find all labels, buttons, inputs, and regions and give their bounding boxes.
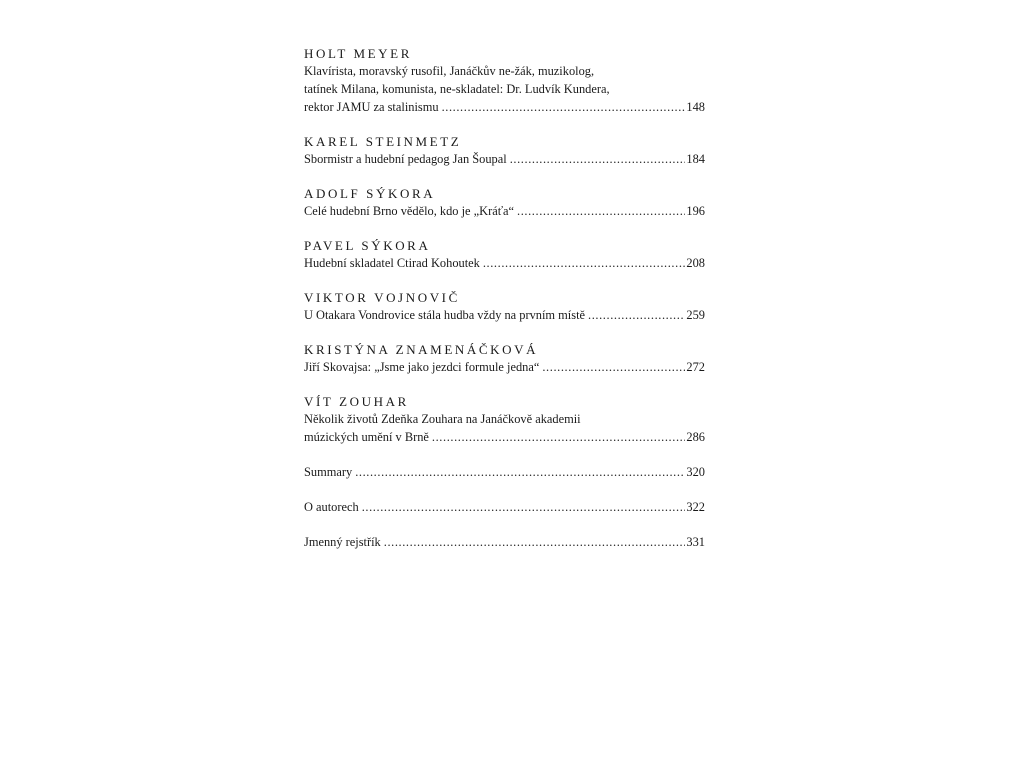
author-name: KAREL STEINMETZ bbox=[304, 134, 462, 149]
dot-leader bbox=[432, 428, 686, 446]
toc-index-entry[interactable] bbox=[304, 533, 705, 551]
toc-entry bbox=[304, 393, 705, 446]
chapter-title: múzických umění v Brně bbox=[304, 430, 429, 444]
page-number: 320 bbox=[686, 465, 705, 479]
author-name: VIKTOR VOJNOVIČ bbox=[304, 290, 460, 305]
dot-leader bbox=[355, 463, 685, 481]
chapter-title-leader[interactable] bbox=[304, 202, 705, 220]
toc-entry bbox=[304, 237, 705, 272]
toc-entry bbox=[304, 185, 705, 220]
toc-entry bbox=[304, 341, 705, 376]
author-name: ADOLF SÝKORA bbox=[304, 186, 436, 201]
page-number: 259 bbox=[686, 308, 705, 322]
page-number: 196 bbox=[686, 204, 705, 218]
page-number: 322 bbox=[686, 500, 705, 514]
toc-summary-entry[interactable] bbox=[304, 463, 705, 481]
toc-entry bbox=[304, 289, 705, 324]
dot-leader bbox=[483, 254, 686, 272]
toc-entry bbox=[304, 133, 705, 168]
chapter-title-leader[interactable] bbox=[304, 428, 705, 446]
page-number: 272 bbox=[686, 360, 705, 374]
dot-leader bbox=[517, 202, 685, 220]
chapter-title-leader[interactable] bbox=[304, 150, 705, 168]
toc-entry bbox=[304, 45, 705, 116]
page-number: 184 bbox=[686, 152, 705, 166]
page-number: 286 bbox=[686, 430, 705, 444]
page-number: 208 bbox=[686, 256, 705, 270]
chapter-title-leader[interactable] bbox=[304, 254, 705, 272]
section-title: Summary bbox=[304, 465, 353, 479]
page-number: 148 bbox=[686, 100, 705, 114]
chapter-title-leader[interactable] bbox=[304, 306, 705, 324]
dot-leader bbox=[542, 358, 685, 376]
author-name: VÍT ZOUHAR bbox=[304, 394, 409, 409]
chapter-title: Sbormistr a hudební pedagog Jan Šoupal bbox=[304, 152, 507, 166]
dot-leader bbox=[384, 533, 686, 551]
dot-leader bbox=[442, 98, 686, 116]
chapter-title: U Otakara Vondrovice stála hudba vždy na prvním místě bbox=[304, 308, 586, 322]
section-title: Jmenný rejstřík bbox=[304, 535, 381, 549]
chapter-title: Jiří Skovajsa: „Jsme jako jezdci formule jedna“ bbox=[304, 360, 540, 374]
chapter-title-line: Klavírista, moravský rusofil, Janáčkův ne-žák, muzikolog, bbox=[304, 64, 595, 78]
toc-authors-entry[interactable] bbox=[304, 498, 705, 516]
section-title: O autorech bbox=[304, 500, 359, 514]
chapter-title-leader[interactable] bbox=[304, 358, 705, 376]
author-name: PAVEL SÝKORA bbox=[304, 238, 431, 253]
chapter-title-line: Několik životů Zdeňka Zouhara na Janáčkově akademii bbox=[304, 412, 581, 426]
page-number: 331 bbox=[686, 535, 705, 549]
chapter-title-line: tatínek Milana, komunista, ne-skladatel: Dr. Ludvík Kundera, bbox=[304, 82, 610, 96]
chapter-title: Hudební skladatel Ctirad Kohoutek bbox=[304, 256, 480, 270]
dot-leader bbox=[588, 306, 685, 324]
dot-leader bbox=[510, 150, 686, 168]
dot-leader bbox=[362, 498, 686, 516]
table-of-contents bbox=[304, 45, 705, 568]
chapter-title-leader[interactable] bbox=[304, 98, 705, 116]
author-name: HOLT MEYER bbox=[304, 46, 412, 61]
chapter-title: Celé hudební Brno vědělo, kdo je „Kráťa“ bbox=[304, 204, 515, 218]
chapter-title: rektor JAMU za stalinismu bbox=[304, 100, 439, 114]
author-name: KRISTÝNA ZNAMENÁČKOVÁ bbox=[304, 342, 539, 357]
